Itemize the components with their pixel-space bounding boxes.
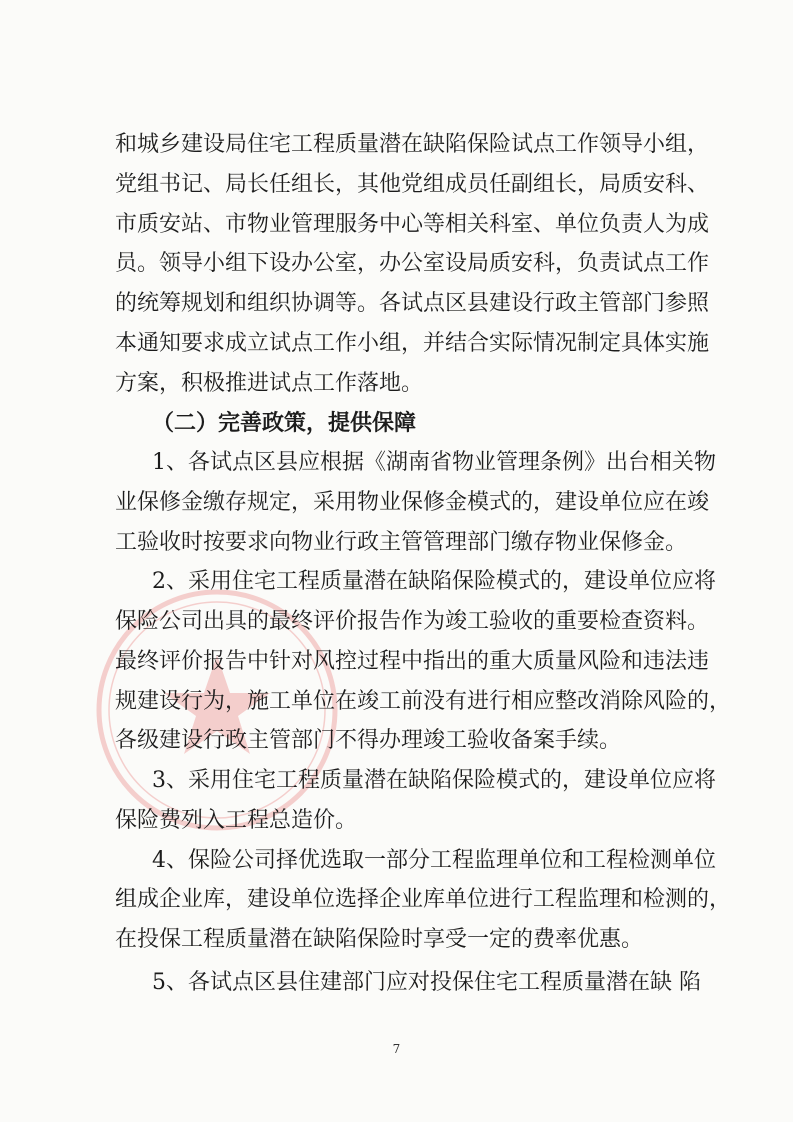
item2-line-4: 规建设行为，施工单位在竣工前没有进行相应整改消除风险的， bbox=[115, 689, 732, 714]
item2-line-1: 2、采用住宅工程质量潜在缺陷保险模式的，建设单位应将 bbox=[152, 569, 716, 594]
section-heading: （二）完善政策，提供保障 bbox=[152, 410, 417, 436]
item4-line-3: 在投保工程质量潜在缺陷保险时享受一定的费率优惠。 bbox=[115, 927, 644, 952]
item5-line-1: 5、各试点区县住建部门应对投保住宅工程质量潜在缺 陷 bbox=[152, 970, 701, 995]
item2-line-3: 最终评价报告中针对风控过程中指出的重大质量风险和违法违 bbox=[115, 649, 710, 674]
page-number: 7 bbox=[392, 1042, 401, 1056]
item2-line-2: 保险公司出具的最终评价报告作为竣工验收的重要检查资料。 bbox=[115, 609, 710, 634]
para1-line-5: 的统筹规划和组织协调等。各试点区县建设行政主管部门参照 bbox=[115, 291, 710, 316]
item1-line-3: 工验收时按要求向物业行政主管管理部门缴存物业保修金。 bbox=[115, 530, 688, 555]
para1-line-7: 方案，积极推进试点工作落地。 bbox=[115, 371, 424, 396]
item4-line-1: 4、保险公司择优选取一部分工程监理单位和工程检测单位 bbox=[152, 848, 716, 873]
para1-line-4: 员。领导小组下设办公室，办公室设局质安科，负责试点工作 bbox=[115, 251, 710, 276]
item1-line-2: 业保修金缴存规定，采用物业保修金模式的，建设单位应在竣 bbox=[115, 490, 710, 515]
para1-line-3: 市质安站、市物业管理服务中心等相关科室、单位负责人为成 bbox=[115, 212, 710, 237]
item3-line-2: 保险费列入工程总造价。 bbox=[115, 808, 358, 833]
para1-line-1: 和城乡建设局住宅工程质量潜在缺陷保险试点工作领导小组， bbox=[115, 132, 710, 157]
para1-line-6: 本通知要求成立试点工作小组，并结合实际情况制定具体实施 bbox=[115, 331, 710, 356]
item2-line-5: 各级建设行政主管部门不得办理竣工验收备案手续。 bbox=[115, 728, 622, 753]
item1-line-1: 1、各试点区县应根据《湖南省物业管理条例》出台相关物 bbox=[152, 450, 716, 475]
item3-line-1: 3、采用住宅工程质量潜在缺陷保险模式的，建设单位应将 bbox=[152, 768, 716, 793]
item4-line-2: 组成企业库，建设单位选择企业库单位进行工程监理和检测的， bbox=[115, 887, 732, 912]
para1-line-2: 党组书记、局长任组长，其他党组成员任副组长，局质安科、 bbox=[115, 172, 710, 197]
